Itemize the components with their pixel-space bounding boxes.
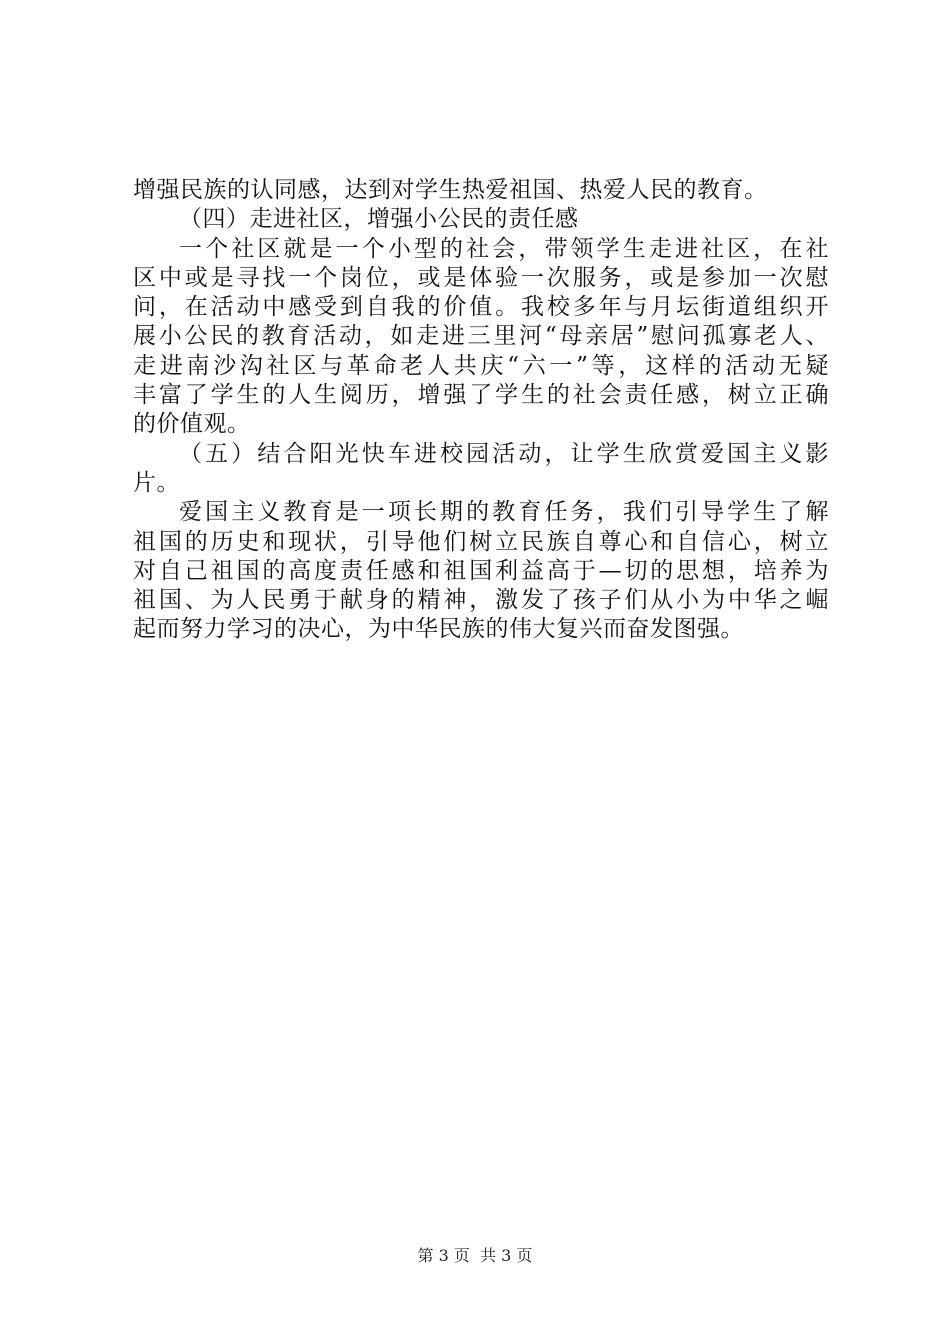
text-line: 丰富了学生的人生阅历，增强了学生的社会责任感，树立正确 xyxy=(133,382,829,409)
text-line: 起而努力学习的决心，为中华民族的伟大复兴而奋发图强。 xyxy=(133,616,744,643)
text-line: 展小公民的教育活动，如走进三里河“母亲居”慰问孤寡老人、 xyxy=(133,323,829,350)
text-line: 一个社区就是一个小型的社会，带领学生走进社区，在社 xyxy=(179,235,829,262)
text-line: 片。 xyxy=(133,469,180,496)
page-footer xyxy=(0,1246,950,1266)
body-text xyxy=(133,176,829,645)
text-line: 区中或是寻找一个岗位，或是体验一次服务，或是参加一次慰 xyxy=(133,264,829,291)
text-line: 走进南沙沟社区与革命老人共庆“六一”等，这样的活动无疑 xyxy=(133,352,829,379)
text-line: 的价值观。 xyxy=(133,411,251,438)
text-line: 祖国、为人民勇于献身的精神，激发了孩子们从小为中华之崛 xyxy=(133,587,829,614)
text-line: （五）结合阳光快车进校园活动，让学生欣赏爱国主义影 xyxy=(179,440,829,467)
text-line: 增强民族的认同感，达到对学生热爱祖国、热爱人民的教育。 xyxy=(133,177,768,203)
page-number-label: 第 3 页 共 3 页 xyxy=(417,1246,533,1265)
text-line: 爱国主义教育是一项长期的教育任务，我们引导学生了解 xyxy=(179,499,829,526)
text-line: 问，在活动中感受到自我的价值。我校多年与月坛街道组织开 xyxy=(133,294,829,321)
text-line: （四）走进社区，增强小公民的责任感 xyxy=(179,206,579,233)
text-line: 对自己祖国的高度责任感和祖国利益高于—切的思想，培养为 xyxy=(133,557,829,584)
text-line: 祖国的历史和现状，引导他们树立民族自尊心和自信心，树立 xyxy=(133,528,829,555)
